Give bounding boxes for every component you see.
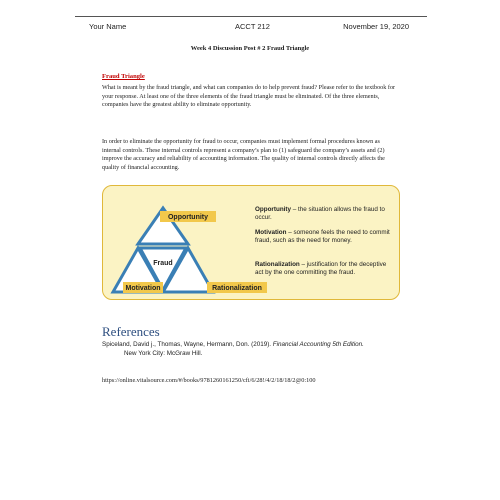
fraud-label: Fraud [153, 260, 173, 267]
definition-rationalization-text: – justification for the deceptive act by the one committing the fraud. [255, 261, 387, 277]
fraud-triangle-figure [102, 185, 400, 300]
definition-motivation-text: – someone feels the need to commit fraud, such as the need for money. [255, 229, 390, 245]
definition-motivation [255, 229, 395, 246]
paragraph-2: In order to eliminate the opportunity for fraud to occur, companies must implement formal procedures known as internal controls. These internal controls represent a company’s plan to (1) safeguard the company’s assets and (2) improve the accuracy and reliability of accounting information. The quality of internal controls directly affects the quality of financial accounting. [102, 138, 385, 171]
rationalization-label: Rationalization [212, 285, 262, 292]
opportunity-label: Opportunity [167, 214, 209, 221]
reference-entry [102, 341, 402, 358]
paragraph-1: What is meant by the fraud triangle, and what can companies do to help prevent fraud? Please refer to the textbook for your response. At least one of the three elements of the fraud triangle must be eliminated. Of the three elements, companies have the greatest ability to eliminate opportunity. [102, 84, 396, 109]
header-date: November 19, 2020 [343, 22, 409, 31]
citation-place: New York City: McGraw Hill. [124, 349, 203, 357]
header-course: ACCT 212 [235, 22, 270, 31]
header-name: Your Name [89, 22, 127, 31]
definition-opportunity [255, 206, 395, 223]
citation-main: Spiceland, David j., Thomas, Wayne, Hermann, Don. (2019). [102, 341, 273, 348]
citation-title: Financial Accounting 5th Edition. [272, 341, 364, 348]
header-rule [75, 16, 427, 17]
definition-rationalization [255, 261, 395, 278]
definition-rationalization-term: Rationalization [255, 261, 300, 268]
section-heading: Fraud Triangle [102, 73, 145, 80]
reference-url[interactable]: https://online.vitalsource.com/#/books/9781260161250/cfi/6/28!/4/2/18/18/2@0:100 [102, 377, 316, 384]
definition-motivation-term: Motivation [255, 229, 287, 236]
definition-opportunity-text: – the situation allows the fraud to occur. [255, 206, 385, 222]
motivation-label: Motivation [125, 285, 161, 292]
document-title: Week 4 Discussion Post # 2 Fraud Triangle [190, 45, 310, 52]
references-heading: References [102, 324, 160, 339]
definition-opportunity-term: Opportunity [255, 206, 292, 213]
